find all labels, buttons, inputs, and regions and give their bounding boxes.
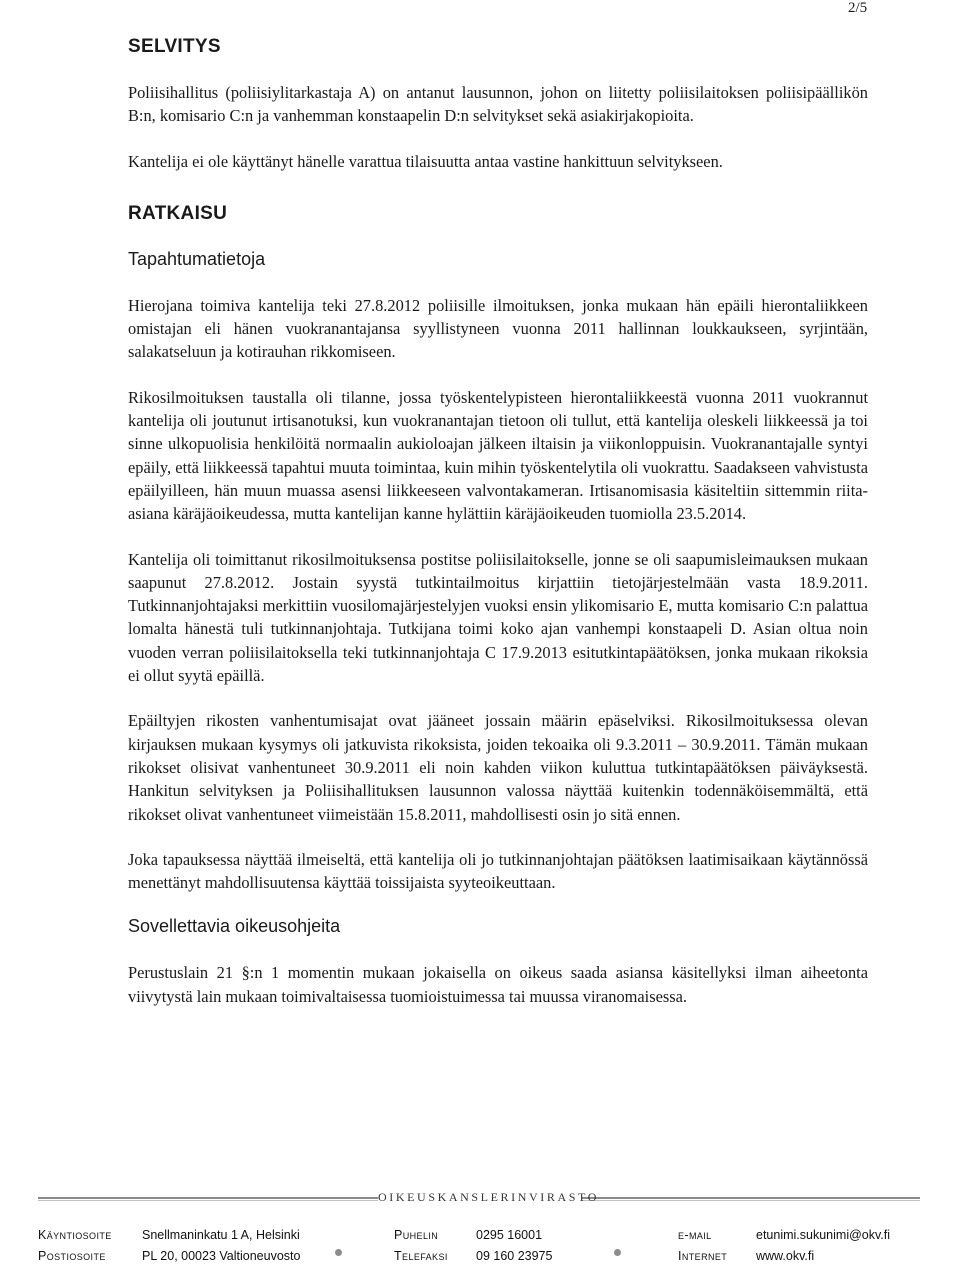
organization-logo: OIKEUSKANSLERINVIRASTO — [378, 1188, 582, 1207]
document-body — [128, 36, 868, 1008]
visit-address-label: Käyntiosoite — [38, 1228, 112, 1242]
fax-value: 09 160 23975 — [476, 1249, 553, 1263]
oikeusohjeet-heading: Sovellettavia oikeusohjeita — [128, 916, 341, 937]
selvitys-paragraph-1: Poliisihallitus (poliisiylitarkastaja A) on antanut lausunnon, johon on liitetty poliisilaitoksen poliisipäällikön B:n, komisario C:n ja vanhemman konstaapelin D:n selvitykset sekä asiakirjakopioita. — [128, 83, 868, 126]
web-value[interactable]: www.okv.fi — [756, 1249, 815, 1263]
fax-label: Telefaksi — [394, 1249, 448, 1263]
postal-address-label: Postiosoite — [38, 1249, 106, 1263]
ratkaisu-paragraph-3: Kantelija oli toimittanut rikosilmoituksensa postitse poliisilaitokselle, jonne se oli saapumisleimauksen mukaan saapunut 27.8.2012. Jostain syystä tutkintailmoitus kirjattiin tietojärjestelmään vasta 18.9.2011. Tutkinnanjohtajaksi merkittiin vuosilomajärjestelyjen vuoksi ensin ylikomisario E, mutta komisario C:n palattua lomalta hänestä tuli tutkinnanjohtaja. Tutkijana toimi koko ajan vanhempi konstaapeli D. Asian oltua noin vuoden verran poliisilaitoksella teki tutkinnanjohtaja C 17.9.2013 esitutkintapäätöksen, jonka mukaan rikoksia ei ollut syytä epäillä. — [128, 549, 868, 686]
tapahtumatietoja-heading: Tapahtumatietoja — [128, 248, 266, 269]
footer-bullet-icon — [335, 1249, 342, 1256]
email-value[interactable]: etunimi.sukunimi@okv.fi — [756, 1228, 891, 1242]
selvitys-heading: SELVITYS — [128, 36, 221, 57]
ratkaisu-paragraph-4: Epäiltyjen rikosten vanhentumisajat ovat jääneet jossain määrin epäselviksi. Rikosilmoituksessa olevan kirjauksen mukaan kysymys oli jatkuvista rikoksista, joiden tekoaika oli 9.3.2011 – 30.9.2011. Tämän mukaan rikokset olisivat vanhentuneet 30.9.2011 eli noin kahden viikon kuluttua tutkintapäätöksen päiväyksestä. Hankitun selvityksen ja Poliisihallituksen lausunnon valossa näyttää kuitenkin todennäköisemmältä, että rikokset olivat vanhentuneet viimeistään 15.8.2011, mahdollisesti osin jo sitä ennen. — [128, 711, 868, 824]
oikeusohjeet-paragraph-1: Perustuslain 21 §:n 1 momentin mukaan jokaisella on oikeus saada asiansa käsitellyksi ilman aiheetonta viivytystä lain mukaan toimivaltaisessa tuomioistuimessa tai muussa viranomaisessa. — [128, 963, 868, 1006]
footer-row-1 — [38, 1228, 920, 1249]
visit-address-value: Snellmaninkatu 1 A, Helsinki — [142, 1228, 300, 1242]
ratkaisu-heading: RATKAISU — [128, 202, 228, 224]
footer-bullet-icon — [614, 1249, 621, 1256]
phone-value: 0295 16001 — [476, 1228, 543, 1242]
selvitys-paragraph-2: Kantelija ei ole käyttänyt hänelle varattua tilaisuutta antaa vastine hankittuun selvitykseen. — [128, 151, 723, 171]
email-label: e-mail — [678, 1228, 712, 1242]
footer-contact — [38, 1228, 920, 1270]
ratkaisu-paragraph-2: Rikosilmoituksen taustalla oli tilanne, jossa työskentelypisteen hierontaliikkeestä vuonna 2011 vuokrannut kantelija oli joutunut irtisanotuksi, kun vuokranantajan tietoon oli tullut, että kantelija oleskeli liikkeessä ja toi sinne ulkopuolisia henkilöitä normaalin aukioloajan jälkeen iltaisin ja viikonloppuisin. Vuokranantajalle syntyi epäily, että liikkeessä tapahtui muuta toimintaa, kuin mihin työskentelytila oli vuokrattu. Saadakseen vahvistusta epäilyilleen, hän muun muassa asensi liikkeeseen valvontakameran. Irtisanomisasia käsiteltiin sittemmin riita-asiana käräjäoikeudessa, mutta kantelijan kanne hylättiin käräjäoikeuden tuomiolla 23.5.2014. — [128, 387, 868, 524]
ratkaisu-paragraph-1: Hierojana toimiva kantelija teki 27.8.2012 poliisille ilmoituksen, jonka mukaan hän epäili hierontaliikkeen omistajan eli hänen vuokranantajansa syyllistyneen vuonna 2011 hallinnan loukkaukseen, syrjintään, salakatseluun ja kotirauhan rikkomiseen. — [128, 295, 868, 362]
postal-address-value: PL 20, 00023 Valtioneuvosto — [142, 1249, 301, 1263]
ratkaisu-paragraph-5: Joka tapauksessa näyttää ilmeiseltä, että kantelija oli jo tutkinnanjohtajan päätöksen laatimisaikaan käytännössä menettänyt mahdollisuutensa käyttää toissijaista syyteoikeuttaan. — [128, 849, 868, 893]
web-label: Internet — [678, 1249, 728, 1263]
phone-label: Puhelin — [394, 1228, 439, 1242]
page-number: 2/5 — [848, 0, 868, 16]
